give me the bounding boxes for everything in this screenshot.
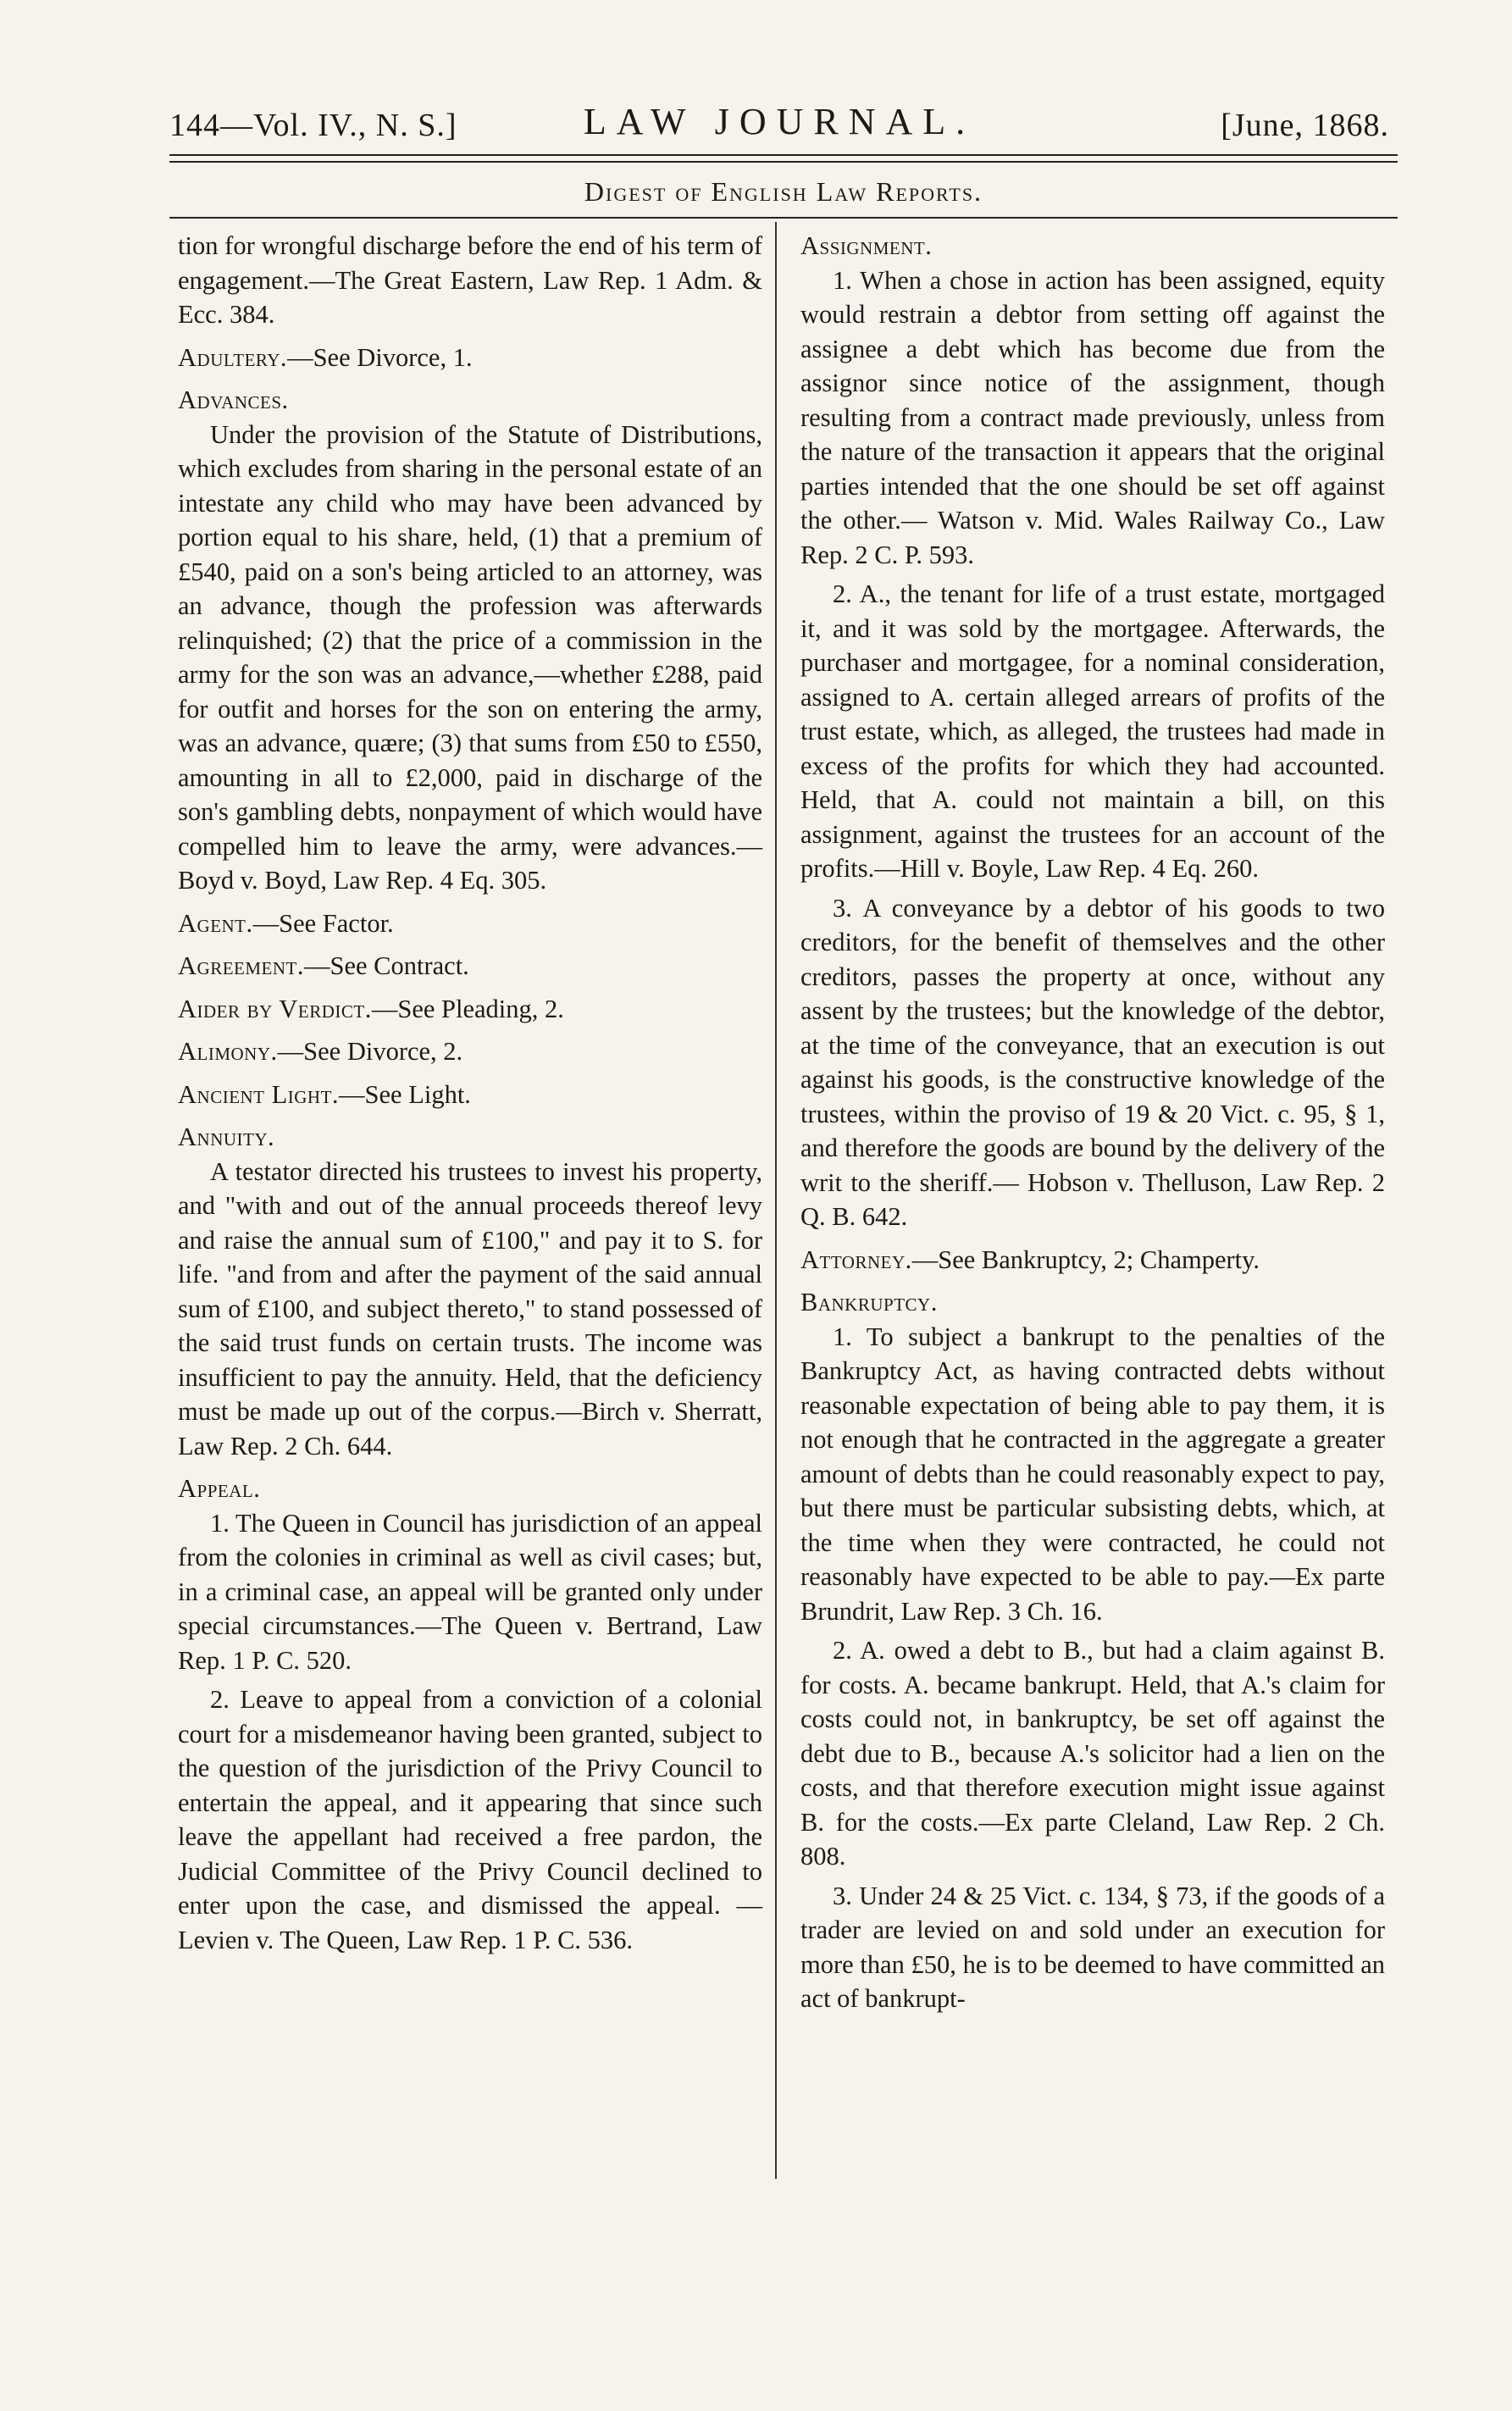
right-column xyxy=(800,229,1385,2025)
entry-appeal xyxy=(178,1472,762,1957)
cross-reference: —See Light. xyxy=(339,1079,471,1109)
section-rule xyxy=(169,217,1398,219)
entry-bankruptcy xyxy=(800,1285,1385,2016)
cross-reference: —See Factor. xyxy=(252,908,394,938)
entry-heading: Ancient Light. xyxy=(178,1079,340,1109)
running-head xyxy=(169,100,1389,151)
section-title: Digest of English Law Reports. xyxy=(584,176,983,207)
cross-reference: —See Divorce, 1. xyxy=(287,342,473,372)
entry-heading: Alimony. xyxy=(178,1037,278,1066)
entry-attorney xyxy=(800,1243,1385,1278)
entry-item: 2. A. owed a debt to B., but had a claim against B. for costs. A. became bankrupt. Held, that A.'s claim for costs could not, in bankruptcy, be set off against the debt due to B., because A.'s solicitor had a lien on the costs, and that therefore execution might issue against B. for the costs.—Ex parte Cleland, Law Rep. 2 Ch. 808. xyxy=(800,1636,1385,1871)
cross-reference: —See Divorce, 2. xyxy=(277,1037,463,1066)
cross-reference: —See Contract. xyxy=(303,951,469,980)
cross-reference: —See Bankruptcy, 2; Champerty. xyxy=(911,1244,1260,1274)
cross-reference: —See Pleading, 2. xyxy=(371,994,564,1023)
page-volume: 144—Vol. IV., N. S.] xyxy=(169,108,457,143)
left-column xyxy=(178,229,762,1965)
entry-item: 1. When a chose in action has been assigned, equity would restrain a debtor from setting off against the assignee a debt which has become due from the assignor since notice of the assignment, though resulting from a contract made previously, unless from the nature of the transaction it appears that the original parties intended that the one should be set off against the other.— Watson v. Mid. Wales Railway Co., Law Rep. 2 C. P. 593. xyxy=(800,265,1385,569)
entry-heading: Bankruptcy. xyxy=(800,1288,938,1316)
entry-heading: Advances. xyxy=(178,385,289,414)
entry-item: 2. A., the tenant for life of a trust estate, mortgaged it, and it was sold by the mortgagee. Afterwards, the purchaser and mortgagee, for a nominal consideration, assigned to A. certain alleged arrears of profits of the trust estate, which, as alleged, the trustees had made in excess of the profits for which they had accounted. Held, that A. could not maintain a bill, on this assignment, against the trustees for an account of the profits.—Hill v. Boyle, Law Rep. 4 Eq. 260. xyxy=(800,579,1385,883)
entry-heading: Adultery. xyxy=(178,342,288,372)
entry-ancient-light xyxy=(178,1078,762,1112)
continued-entry: tion for wrongful discharge before the end of his term of engagement.—The Great Eastern, Law Rep. 1 Adm. & Ecc. 384. xyxy=(178,231,762,329)
column-divider xyxy=(775,222,777,2179)
entry-item: 2. Leave to appeal from a conviction of a colonial court for a misdemeanor having been granted, subject to the question of the jurisdiction of the Privy Council to entertain the appeal, and it appearing that since such leave the appellant had received a free pardon, the Judicial Committee of the Privy Council declined to enter upon the case, and dismissed the appeal. — Levien v. The Queen, Law Rep. 1 P. C. 536. xyxy=(178,1685,762,1954)
entry-item: 1. The Queen in Council has jurisdiction of an appeal from the colonies in criminal as well as civil cases; but, in a criminal case, an appeal will be granted only under special circumstances.—The Queen v. Bertrand, Law Rep. 1 P. C. 520. xyxy=(178,1508,762,1675)
entry-heading: Agreement. xyxy=(178,951,304,980)
entry-assignment xyxy=(800,229,1385,1234)
entry-agent xyxy=(178,906,762,941)
entry-heading: Appeal. xyxy=(178,1474,261,1503)
entry-adultery xyxy=(178,341,762,375)
entry-text: Under the provision of the Statute of Distributions, which excludes from sharing in the personal estate of an intestate any child who may have been advanced by portion equal to his share, held, (1) that a premium of £540, paid on a son's being articled to an attorney, was an advance, though the profession was afterwards relinquished; (2) that the price of a commission in the army for the son was an advance,—whether £288, paid for outfit and horses for the son on entering the army, was an advance, quære; (3) that sums from £50 to £550, amounting in all to £2,000, paid in discharge of the son's gambling debts, nonpayment of which would have compelled him to leave the army, were advances.—Boyd v. Boyd, Law Rep. 4 Eq. 305. xyxy=(178,419,762,895)
header-rule xyxy=(169,154,1398,163)
entry-item: 3. Under 24 & 25 Vict. c. 134, § 73, if the goods of a trader are levied on and sold under an execution for more than £50, he is to be deemed to have committed an act of bankrupt- xyxy=(800,1881,1385,2013)
entry-agreement xyxy=(178,949,762,984)
entry-heading: Attorney. xyxy=(800,1244,912,1274)
entry-annuity xyxy=(178,1120,762,1463)
entry-item: 3. A conveyance by a debtor of his goods to two creditors, for the benefit of themselves and the other creditors, passes the property at once, without any assent by the trustees; but the knowledge of the debtor, at the time of the conveyance, that an execution is out against his goods, is the constructive knowledge of the trustees, within the proviso of 19 & 20 Vict. c. 95, § 1, and therefore the goods are bound by the delivery of the writ to the sheriff.— Hobson v. Thelluson, Law Rep. 2 Q. B. 642. xyxy=(800,893,1385,1231)
issue-date: [June, 1868. xyxy=(1221,108,1389,143)
entry-heading: Annuity. xyxy=(178,1122,275,1151)
entry-aider xyxy=(178,992,762,1027)
entry-heading: Assignment. xyxy=(800,231,933,260)
entry-text: A testator directed his trustees to invest his property, and "with and out of the annual proceeds thereof levy and raise the annual sum of £100," and pay it to S. for life. "and from and after the payment of the said annual sum of £100, and subject thereto," to stand possessed of the said trust funds on certain trusts. The income was insufficient to pay the annuity. Held, that the deficiency must be made up out of the corpus.—Birch v. Sherratt, Law Rep. 2 Ch. 644. xyxy=(178,1156,762,1460)
journal-title: LAW JOURNAL. xyxy=(583,101,976,142)
entry-item: 1. To subject a bankrupt to the penalties of the Bankruptcy Act, as having contracted debts without reasonable expectation of being able to pay them, it is not enough that he contracted in the aggregate a greater amount of debts than he could reasonably expect to pay, but there must be particular subsisting debts, which, at the time when they were contracted, he could not reasonably have expected to be able to pay.—Ex parte Brundrit, Law Rep. 3 Ch. 16. xyxy=(800,1322,1385,1626)
entry-advances xyxy=(178,383,762,898)
entry-heading: Agent. xyxy=(178,908,253,938)
entry-alimony xyxy=(178,1034,762,1069)
entry-heading: Aider by Verdict. xyxy=(178,994,372,1023)
